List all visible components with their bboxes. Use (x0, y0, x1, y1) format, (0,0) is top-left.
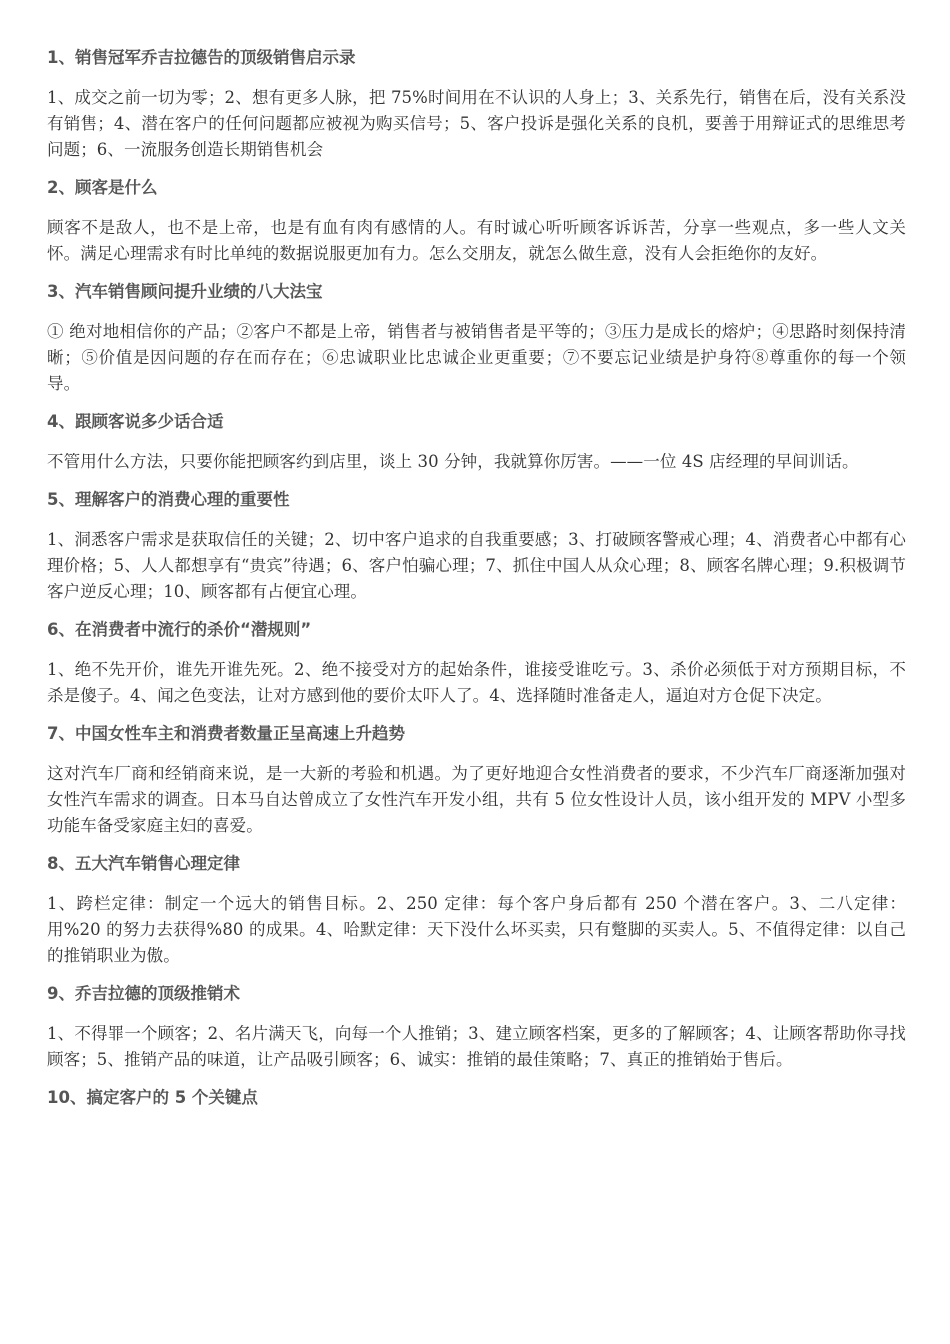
section-title-5: 5、理解客户的消费心理的重要性 (47, 490, 290, 509)
section-title-2: 2、顾客是什么 (47, 178, 158, 197)
section-title-7: 7、中国女性车主和消费者数量正呈高速上升趋势 (47, 724, 405, 743)
section-body-8: 1、跨栏定律：制定一个远大的销售目标。2、250 定律：每个客户身后都有 250 个潜在客户。3、二八定律：用%20 的努力去获得%80 的成果。4、哈默定律：天下没什么坏买卖，只有蹩脚的买卖人。5、不值得定律：以自己的推销职业为傲。 (47, 894, 906, 965)
section-title-6: 6、在消费者中流行的杀价“潜规则” (47, 620, 312, 639)
section-body-2: 顾客不是敌人，也不是上帝，也是有血有肉有感情的人。有时诚心听听顾客诉诉苦，分享一些观点，多一些人文关怀。满足心理需求有时比单纯的数据说服更加有力。怎么交朋友，就怎么做生意，没有人会拒绝你的友好。 (47, 218, 906, 263)
section-body-6: 1、绝不先开价，谁先开谁先死。2、绝不接受对方的起始条件，谁接受谁吃亏。3、杀价必须低于对方预期目标，不杀是傻子。4、闻之色变法，让对方感到他的要价太吓人了。4、选择随时准备走人，逼迫对方仓促下决定。 (47, 660, 906, 705)
section-body-4: 不管用什么方法，只要你能把顾客约到店里，谈上 30 分钟，我就算你厉害。——一位 4S 店经理的早间训话。 (47, 452, 859, 471)
section-body-7: 这对汽车厂商和经销商来说，是一大新的考验和机遇。为了更好地迎合女性消费者的要求，不少汽车厂商逐渐加强对女性汽车需求的调查。日本马自达曾成立了女性汽车开发小组，共有 5 位女性设计人员，该小组开发的 MPV 小型多功能车备受家庭主妇的喜爱。 (47, 764, 906, 835)
section-title-4: 4、跟顾客说多少话合适 (47, 412, 224, 431)
section-body-3: ① 绝对地相信你的产品；②客户不都是上帝，销售者与被销售者是平等的；③压力是成长的熔炉；④思路时刻保持清晰；⑤价值是因问题的存在而存在；⑥忠诚职业比忠诚企业更重要；⑦不要忘记业绩是护身符⑧尊重你的每一个领导。 (47, 322, 906, 393)
section-title-9: 9、乔吉拉德的顶级推销术 (47, 984, 240, 1003)
section-body-1: 1、成交之前一切为零；2、想有更多人脉，把 75%时间用在不认识的人身上；3、关系先行，销售在后，没有关系没有销售；4、潜在客户的任何问题都应被视为购买信号；5、客户投诉是强化关系的良机，要善于用辩证式的思维思考问题；6、一流服务创造长期销售机会 (47, 88, 906, 159)
section-title-3: 3、汽车销售顾问提升业绩的八大法宝 (47, 282, 323, 301)
section-title-8: 8、五大汽车销售心理定律 (47, 854, 240, 873)
section-title-1: 1、销售冠军乔吉拉德告的顶级销售启示录 (47, 48, 356, 67)
section-body-9: 1、不得罪一个顾客；2、名片满天飞，向每一个人推销；3、建立顾客档案，更多的了解顾客；4、让顾客帮助你寻找顾客；5、推销产品的味道，让产品吸引顾客；6、诚实：推销的最佳策略；7、真正的推销始于售后。 (47, 1024, 906, 1069)
section-title-10: 10、搞定客户的 5 个关键点 (47, 1088, 258, 1107)
section-body-5: 1、洞悉客户需求是获取信任的关键；2、切中客户追求的自我重要感；3、打破顾客警戒心理；4、消费者心中都有心理价格；5、人人都想享有“贵宾”待遇；6、客户怕骗心理；7、抓住中国人从众心理；8、顾客名牌心理；9.积极调节客户逆反心理；10、顾客都有占便宜心理。 (47, 530, 906, 601)
